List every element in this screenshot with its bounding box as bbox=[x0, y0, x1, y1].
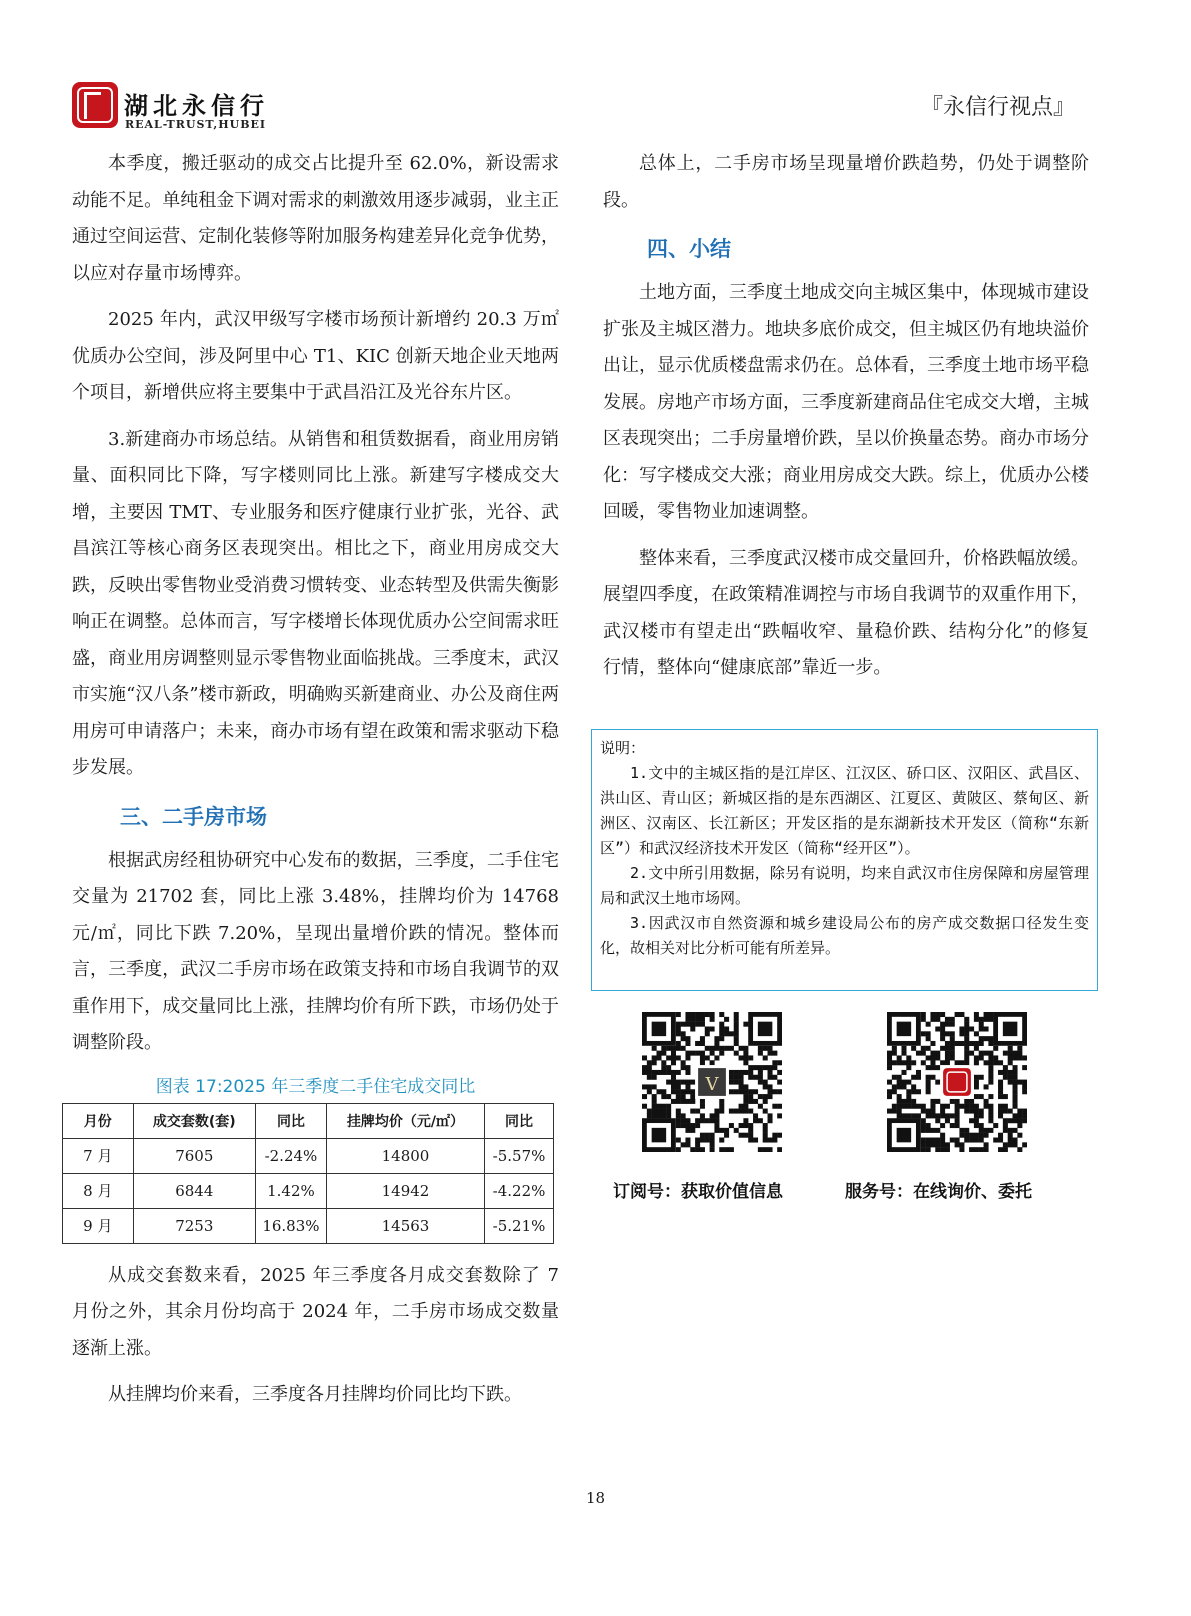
note-item: 3.因武汉市自然资源和城乡建设局公布的房产成交数据口径发生变化，故相关对比分析可能有所差异。 bbox=[600, 914, 1089, 957]
table-cell: 6844 bbox=[133, 1173, 255, 1208]
note-item: 1.文中的主城区指的是江岸区、江汉区、硚口区、汉阳区、武昌区、洪山区、青山区；新城区指的是东西湖区、江夏区、黄陂区、蔡甸区、新洲区、汉南区、长江新区；开发区指的是东湖新技术开发区（简称“东新区”）和武汉经济技术开发区（简称“经开区”）。 bbox=[600, 764, 1089, 857]
table-header: 同比 bbox=[255, 1103, 326, 1138]
section-heading: 三、二手房市场 bbox=[120, 804, 267, 829]
table-header: 成交套数(套) bbox=[133, 1103, 255, 1138]
table-cell: 9 月 bbox=[63, 1208, 134, 1243]
table-row bbox=[63, 1173, 554, 1208]
table-header-row bbox=[63, 1103, 554, 1138]
note-item: 2.文中所引用数据，除另有说明，均来自武汉市住房保障和房屋管理局和武汉土地市场网。 bbox=[600, 864, 1089, 907]
table-cell: 14800 bbox=[326, 1138, 484, 1173]
table-cell: 7605 bbox=[133, 1138, 255, 1173]
svg-text:V: V bbox=[705, 1074, 719, 1095]
table-caption: 图表 17:2025 年三季度二手住宅成交同比 bbox=[155, 1076, 476, 1097]
deal-table bbox=[62, 1103, 554, 1244]
paragraph: 2025 年内，武汉甲级写字楼市场预计新增约 20.3 万㎡优质办公空间，涉及阿里中心 T1、KIC 创新天地企业天地两个项目，新增供应将主要集中于武昌沿江及光谷东片区。 bbox=[72, 309, 559, 403]
paragraph: 本季度，搬迁驱动的成交占比提升至 62.0%，新设需求动能不足。单纯租金下调对需求的刺激效用逐步减弱，业主正通过空间运营、定制化装修等附加服务构建差异化竞争优势，以应对存量市场博弈。 bbox=[72, 153, 559, 284]
paragraph: 根据武房经租协研究中心发布的数据，三季度，二手住宅交量为 21702 套，同比上涨 3.48%，挂牌均价为 14768 元/㎡，同比下跌 7.20%，呈现出量增价跌的情况。整体而言，三季度，武汉二手房市场在政策支持和市场自我调节的双重作用下，成交量同比上涨，挂牌均价有所下跌，市场仍处于调整阶段。 bbox=[72, 849, 559, 1053]
paragraph: 从挂牌均价来看，三季度各月挂牌均价同比均下跌。 bbox=[108, 1384, 522, 1405]
right-column bbox=[603, 146, 1089, 697]
subscription-qr-code[interactable] bbox=[642, 1012, 782, 1152]
section-heading: 四、小结 bbox=[647, 237, 731, 261]
table-row bbox=[63, 1208, 554, 1243]
table-cell: 16.83% bbox=[255, 1208, 326, 1243]
brand-name-en: REAL-TRUST,HUBEI bbox=[125, 118, 267, 131]
paragraph: 3.新建商办市场总结。从销售和租赁数据看，商业用房销量、面积同比下降，写字楼则同比上涨。新建写字楼成交大增，主要因 TMT、专业服务和医疗健康行业扩张，光谷、武昌滨江等核心商务区表现突出。相比之下，商业用房成交大跌，反映出零售物业受消费习惯转变、业态转型及供需失衡影响正在调整。总体而言，写字楼增长体现优质办公空间需求旺盛，商业用房调整则显示零售物业面临挑战。三季度末，武汉市实施“汉八条”楼市新政，明确购买新建商业、办公及商住两用房可申请落户；未来，商办市场有望在政策和需求驱动下稳步发展。 bbox=[72, 428, 559, 778]
table-cell: -4.22% bbox=[485, 1173, 554, 1208]
table-cell: 14942 bbox=[326, 1173, 484, 1208]
paragraph: 从成交套数来看，2025 年三季度各月成交套数除了 7 月份之外，其余月份均高于 2024 年，二手房市场成交数量逐渐上涨。 bbox=[72, 1264, 559, 1359]
table-cell: 8 月 bbox=[63, 1173, 134, 1208]
notes-title: 说明： bbox=[600, 739, 646, 757]
table-header: 同比 bbox=[485, 1103, 554, 1138]
table-row bbox=[63, 1138, 554, 1173]
table-cell: -2.24% bbox=[255, 1138, 326, 1173]
paragraph: 总体上，二手房市场呈现量增价跌趋势，仍处于调整阶段。 bbox=[603, 153, 1089, 211]
left-column bbox=[72, 146, 559, 1424]
paragraph: 整体来看，三季度武汉楼市成交量回升，价格跌幅放缓。展望四季度，在政策精准调控与市场自我调节的双重作用下，武汉楼市有望走出“跌幅收窄、量稳价跌、结构分化”的修复行情，整体向“健康底部”靠近一步。 bbox=[603, 547, 1089, 678]
service-qr-label: 服务号：在线询价、委托 bbox=[845, 1182, 1032, 1202]
page-number: 18 bbox=[585, 1489, 606, 1507]
table-cell: 7253 bbox=[133, 1208, 255, 1243]
brand-name-cn: 湖北永信行 bbox=[124, 92, 269, 120]
table-cell: 7 月 bbox=[63, 1138, 134, 1173]
subscription-qr-label: 订阅号：获取价值信息 bbox=[613, 1182, 783, 1202]
logo-seal bbox=[72, 82, 118, 128]
table-cell: 1.42% bbox=[255, 1173, 326, 1208]
table-cell: 14563 bbox=[326, 1208, 484, 1243]
table-header: 月份 bbox=[63, 1103, 134, 1138]
table-cell: -5.21% bbox=[485, 1208, 554, 1243]
section-tag: 『永信行视点』 bbox=[920, 95, 1075, 120]
paragraph: 土地方面，三季度土地成交向主城区集中，体现城市建设扩张及主城区潜力。地块多底价成交，但主城区仍有地块溢价出让，显示优质楼盘需求仍在。总体看，三季度土地市场平稳发展。房地产市场方面，三季度新建商品住宅成交大增，主城区表现突出；二手房量增价跌，呈以价换量态势。商办市场分化：写字楼成交大涨；商业用房成交大跌。综上，优质办公楼回暖，零售物业加速调整。 bbox=[603, 282, 1089, 522]
notes-box bbox=[591, 729, 1098, 991]
table-header: 挂牌均价（元/㎡） bbox=[326, 1103, 484, 1138]
table-cell: -5.57% bbox=[485, 1138, 554, 1173]
service-qr-code[interactable] bbox=[887, 1012, 1027, 1152]
